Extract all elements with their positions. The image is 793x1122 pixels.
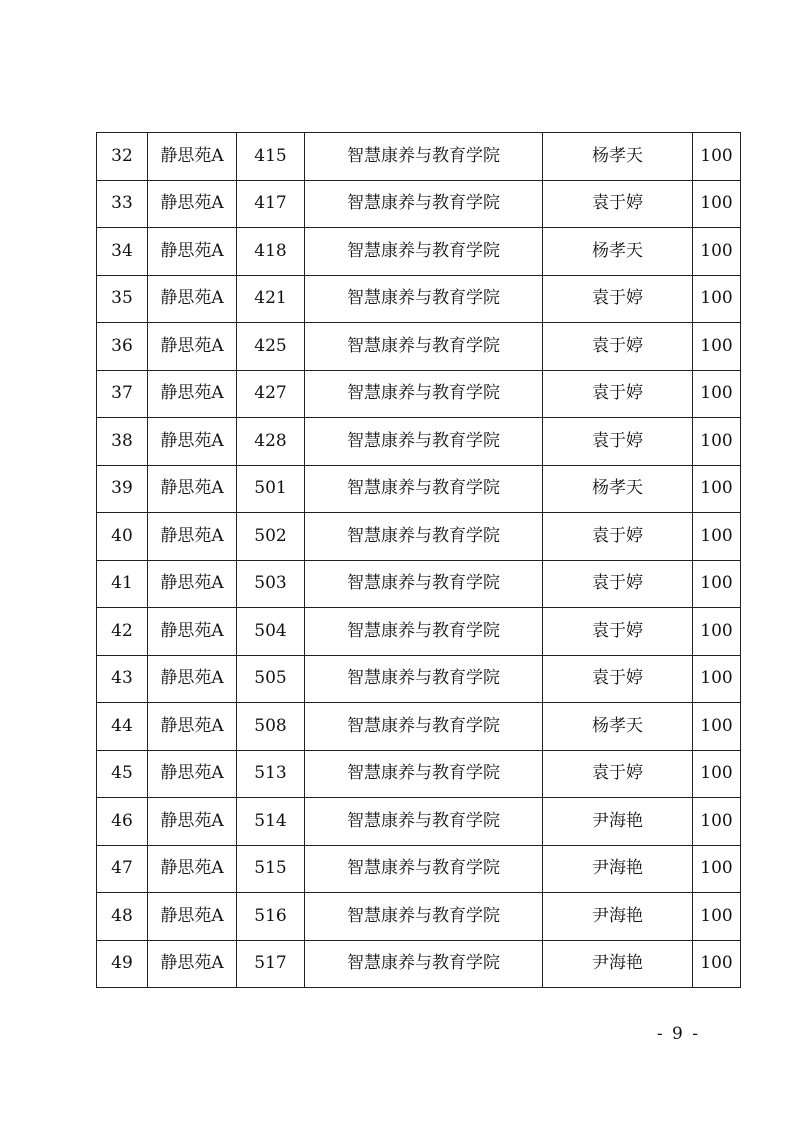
building-cell: 静思苑A	[148, 608, 237, 656]
counselor-name-cell: 袁于婷	[543, 750, 693, 798]
row-number-cell: 48	[97, 893, 148, 941]
row-number-cell: 32	[97, 133, 148, 181]
college-cell: 智慧康养与教育学院	[305, 703, 543, 751]
row-number-cell: 49	[97, 940, 148, 988]
score-cell: 100	[693, 133, 741, 181]
room-number-cell: 421	[237, 275, 305, 323]
building-cell: 静思苑A	[148, 703, 237, 751]
room-number-cell: 508	[237, 703, 305, 751]
building-cell: 静思苑A	[148, 465, 237, 513]
college-cell: 智慧康养与教育学院	[305, 845, 543, 893]
college-cell: 智慧康养与教育学院	[305, 323, 543, 371]
row-number-cell: 42	[97, 608, 148, 656]
counselor-name-cell: 尹海艳	[543, 845, 693, 893]
counselor-name-cell: 袁于婷	[543, 655, 693, 703]
building-cell: 静思苑A	[148, 323, 237, 371]
building-cell: 静思苑A	[148, 798, 237, 846]
score-cell: 100	[693, 513, 741, 561]
score-cell: 100	[693, 275, 741, 323]
room-number-cell: 425	[237, 323, 305, 371]
college-cell: 智慧康养与教育学院	[305, 228, 543, 276]
row-number-cell: 40	[97, 513, 148, 561]
building-cell: 静思苑A	[148, 750, 237, 798]
table-row	[97, 893, 741, 941]
counselor-name-cell: 尹海艳	[543, 893, 693, 941]
room-number-cell: 427	[237, 370, 305, 418]
room-number-cell: 516	[237, 893, 305, 941]
room-number-cell: 513	[237, 750, 305, 798]
row-number-cell: 36	[97, 323, 148, 371]
college-cell: 智慧康养与教育学院	[305, 370, 543, 418]
building-cell: 静思苑A	[148, 418, 237, 466]
counselor-name-cell: 杨孝天	[543, 133, 693, 181]
building-cell: 静思苑A	[148, 370, 237, 418]
table-row	[97, 798, 741, 846]
room-number-cell: 417	[237, 180, 305, 228]
score-cell: 100	[693, 845, 741, 893]
score-cell: 100	[693, 228, 741, 276]
row-number-cell: 35	[97, 275, 148, 323]
score-cell: 100	[693, 180, 741, 228]
table-row	[97, 133, 741, 181]
table-row	[97, 418, 741, 466]
counselor-name-cell: 袁于婷	[543, 513, 693, 561]
counselor-name-cell: 袁于婷	[543, 275, 693, 323]
table-row	[97, 703, 741, 751]
score-cell: 100	[693, 893, 741, 941]
row-number-cell: 46	[97, 798, 148, 846]
college-cell: 智慧康养与教育学院	[305, 940, 543, 988]
score-cell: 100	[693, 655, 741, 703]
row-number-cell: 37	[97, 370, 148, 418]
building-cell: 静思苑A	[148, 655, 237, 703]
counselor-name-cell: 袁于婷	[543, 418, 693, 466]
room-number-cell: 505	[237, 655, 305, 703]
table-row	[97, 465, 741, 513]
table-row	[97, 275, 741, 323]
score-cell: 100	[693, 560, 741, 608]
row-number-cell: 45	[97, 750, 148, 798]
room-number-cell: 517	[237, 940, 305, 988]
counselor-name-cell: 袁于婷	[543, 370, 693, 418]
room-number-cell: 502	[237, 513, 305, 561]
room-number-cell: 515	[237, 845, 305, 893]
building-cell: 静思苑A	[148, 513, 237, 561]
score-cell: 100	[693, 940, 741, 988]
college-cell: 智慧康养与教育学院	[305, 798, 543, 846]
college-cell: 智慧康养与教育学院	[305, 750, 543, 798]
counselor-name-cell: 杨孝天	[543, 703, 693, 751]
building-cell: 静思苑A	[148, 228, 237, 276]
table-row	[97, 228, 741, 276]
room-number-cell: 514	[237, 798, 305, 846]
room-number-cell: 418	[237, 228, 305, 276]
score-cell: 100	[693, 798, 741, 846]
row-number-cell: 43	[97, 655, 148, 703]
college-cell: 智慧康养与教育学院	[305, 418, 543, 466]
table-row	[97, 940, 741, 988]
college-cell: 智慧康养与教育学院	[305, 608, 543, 656]
counselor-name-cell: 袁于婷	[543, 180, 693, 228]
score-cell: 100	[693, 323, 741, 371]
building-cell: 静思苑A	[148, 275, 237, 323]
row-number-cell: 33	[97, 180, 148, 228]
score-cell: 100	[693, 608, 741, 656]
table-row	[97, 323, 741, 371]
row-number-cell: 39	[97, 465, 148, 513]
college-cell: 智慧康养与教育学院	[305, 180, 543, 228]
row-number-cell: 38	[97, 418, 148, 466]
dormitory-score-table	[96, 132, 741, 988]
score-cell: 100	[693, 465, 741, 513]
table-row	[97, 513, 741, 561]
counselor-name-cell: 尹海艳	[543, 798, 693, 846]
room-number-cell: 428	[237, 418, 305, 466]
building-cell: 静思苑A	[148, 560, 237, 608]
counselor-name-cell: 杨孝天	[543, 465, 693, 513]
building-cell: 静思苑A	[148, 180, 237, 228]
row-number-cell: 34	[97, 228, 148, 276]
table-row	[97, 560, 741, 608]
college-cell: 智慧康养与教育学院	[305, 513, 543, 561]
room-number-cell: 415	[237, 133, 305, 181]
counselor-name-cell: 杨孝天	[543, 228, 693, 276]
score-cell: 100	[693, 370, 741, 418]
counselor-name-cell: 袁于婷	[543, 560, 693, 608]
table-row	[97, 180, 741, 228]
row-number-cell: 44	[97, 703, 148, 751]
building-cell: 静思苑A	[148, 940, 237, 988]
room-number-cell: 504	[237, 608, 305, 656]
page-number: - 9 -	[656, 1024, 700, 1044]
college-cell: 智慧康养与教育学院	[305, 133, 543, 181]
score-cell: 100	[693, 418, 741, 466]
building-cell: 静思苑A	[148, 845, 237, 893]
score-cell: 100	[693, 703, 741, 751]
counselor-name-cell: 袁于婷	[543, 323, 693, 371]
score-cell: 100	[693, 750, 741, 798]
table-body	[97, 133, 741, 988]
table-row	[97, 845, 741, 893]
counselor-name-cell: 尹海艳	[543, 940, 693, 988]
college-cell: 智慧康养与教育学院	[305, 893, 543, 941]
college-cell: 智慧康养与教育学院	[305, 275, 543, 323]
counselor-name-cell: 袁于婷	[543, 608, 693, 656]
table-row	[97, 750, 741, 798]
college-cell: 智慧康养与教育学院	[305, 560, 543, 608]
table-row	[97, 370, 741, 418]
college-cell: 智慧康养与教育学院	[305, 655, 543, 703]
row-number-cell: 41	[97, 560, 148, 608]
room-number-cell: 503	[237, 560, 305, 608]
room-number-cell: 501	[237, 465, 305, 513]
table-row	[97, 655, 741, 703]
table-row	[97, 608, 741, 656]
building-cell: 静思苑A	[148, 893, 237, 941]
college-cell: 智慧康养与教育学院	[305, 465, 543, 513]
row-number-cell: 47	[97, 845, 148, 893]
building-cell: 静思苑A	[148, 133, 237, 181]
